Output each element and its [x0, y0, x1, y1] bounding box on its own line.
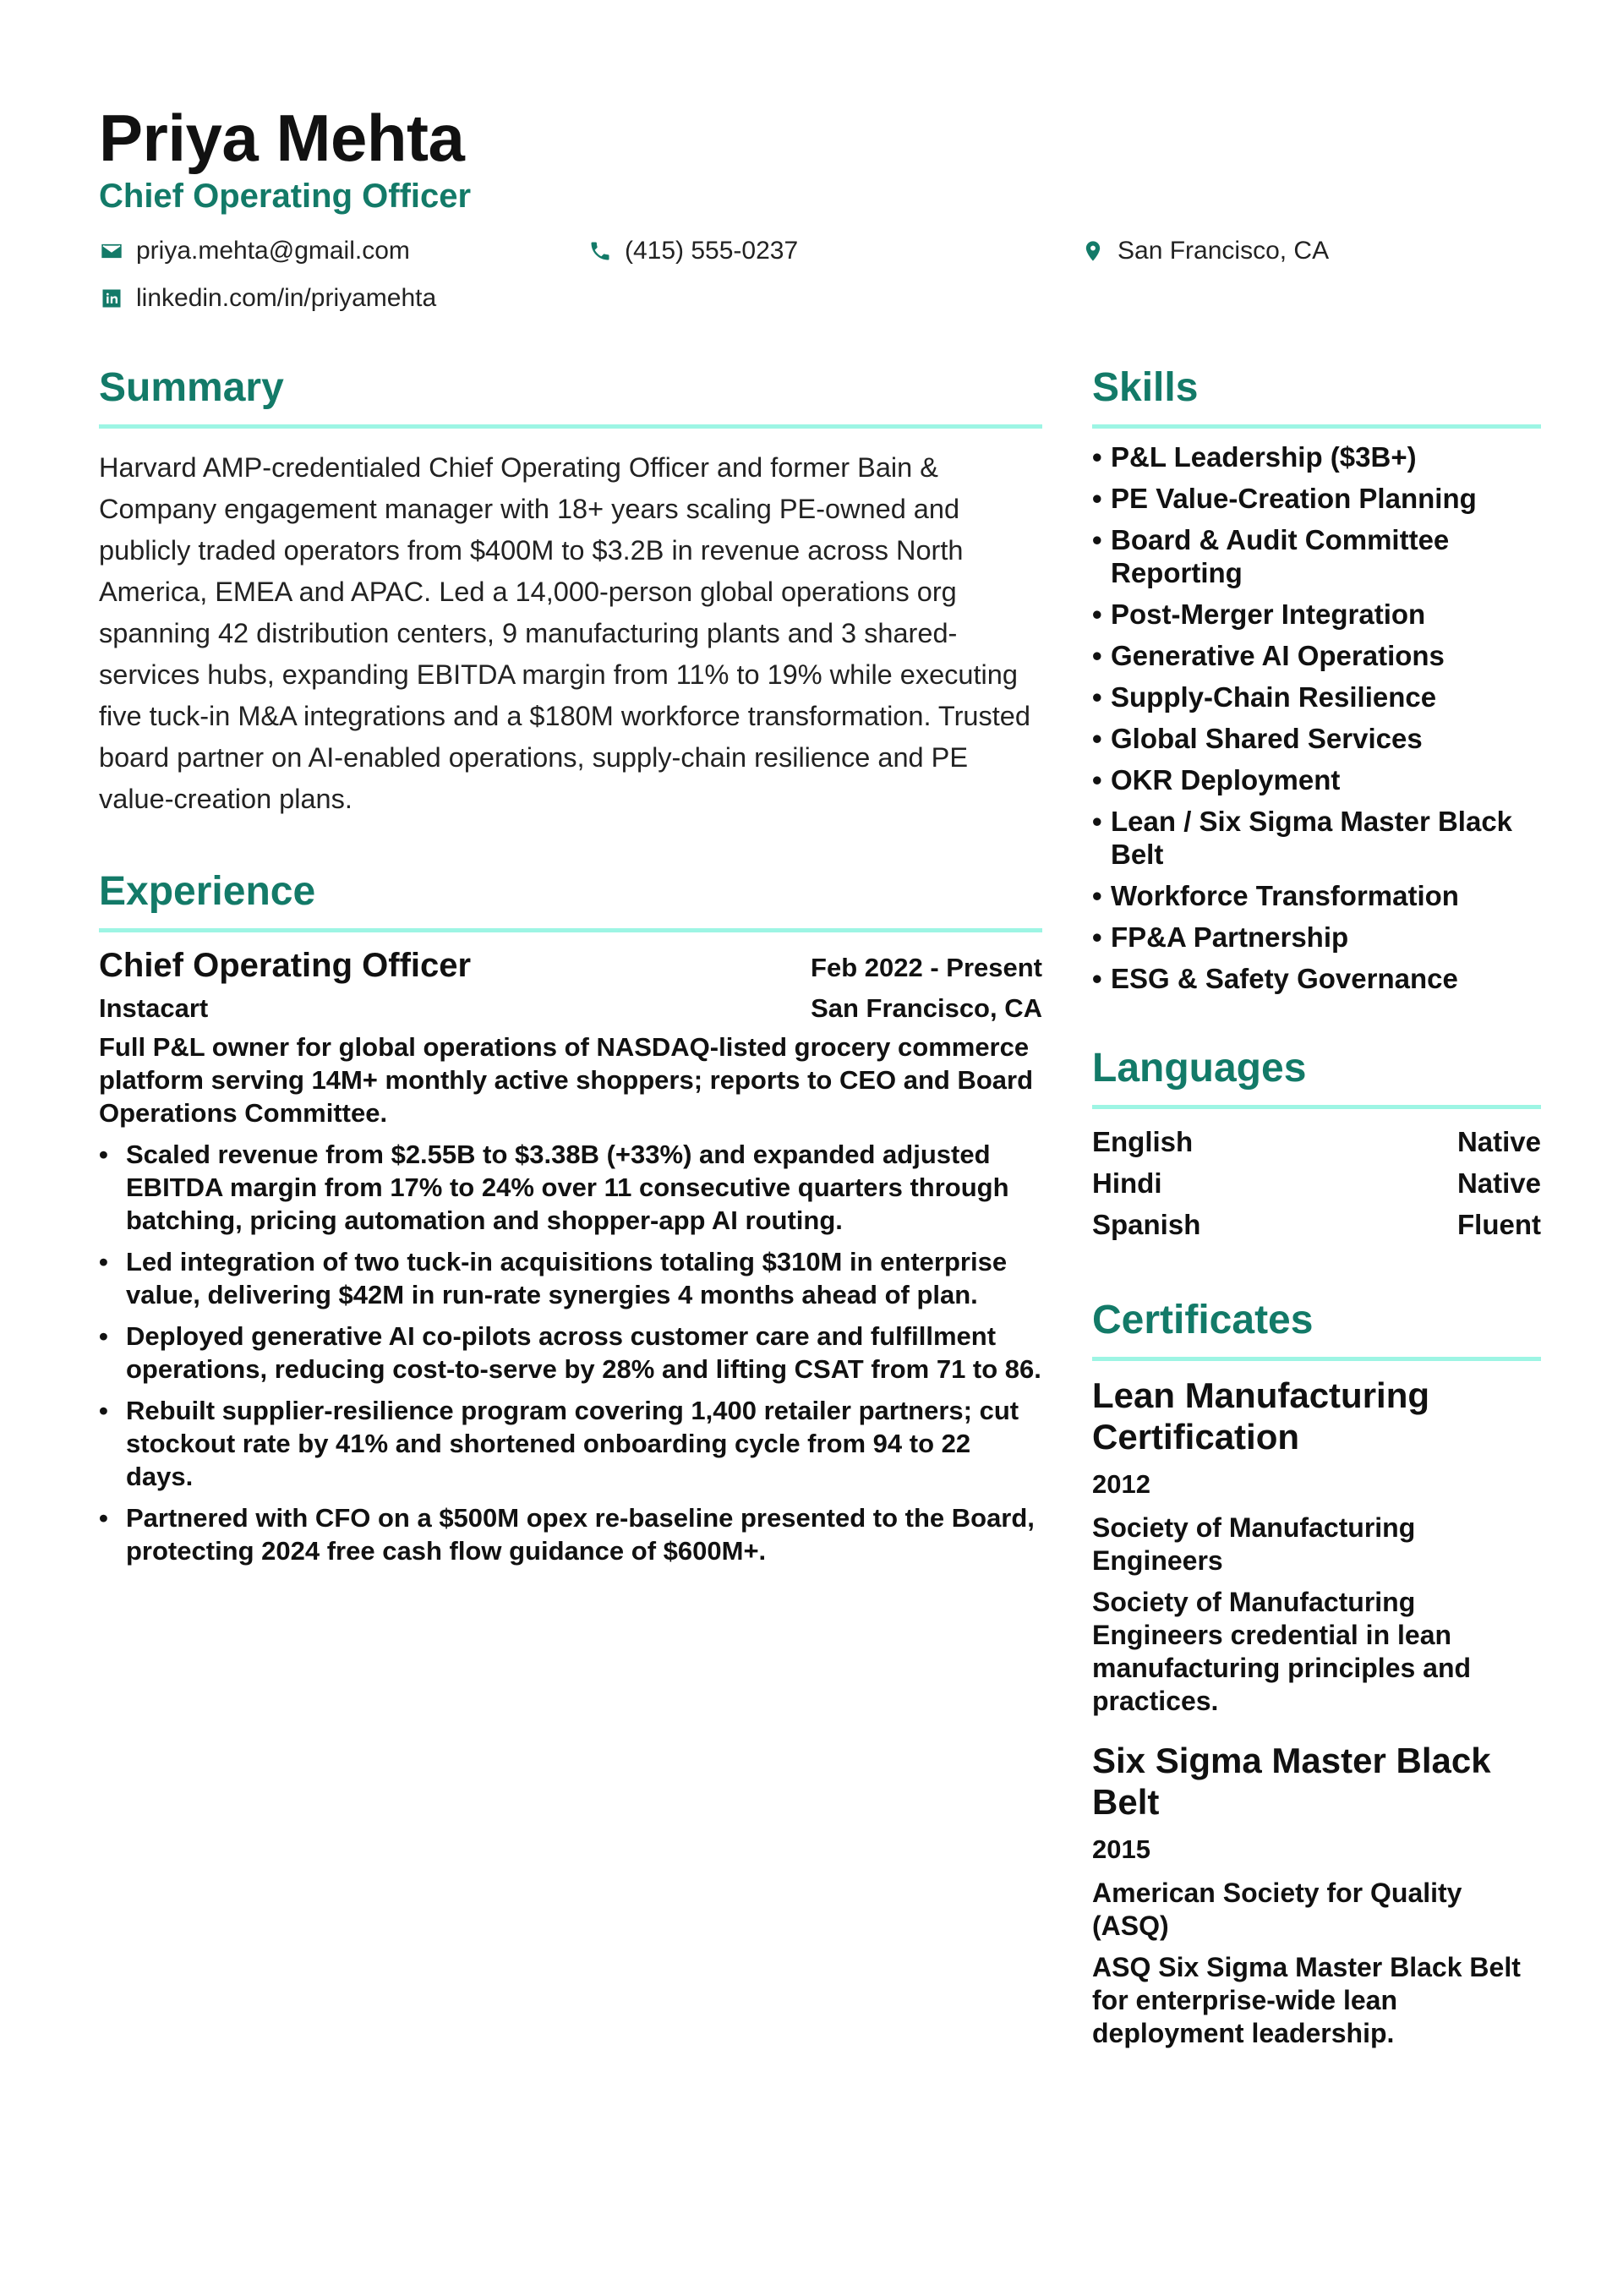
summary-heading: Summary — [99, 365, 284, 410]
list-item — [1092, 1204, 1541, 1245]
job-company: Instacart — [99, 993, 209, 1023]
list-item: • Generative AI Operations — [1092, 639, 1541, 672]
job-description: Full P&L owner for global operations of NASDAQ-listed grocery commerce platform serving 14M+ monthly active shoppers; reports to CEO and Board Operations Committee. — [99, 1032, 1034, 1128]
list-item: • Scaled revenue from $2.55B to $3.38B (+33%) and expanded adjusted EBITDA margin from 17% to 24% over 11 consecutive quarters through batching, pricing automation and shopper-app AI routing. — [99, 1138, 1042, 1237]
list-item: • Rebuilt supplier-resilience program covering 1,400 retailer partners; cut stockout rate by 41% and shortened onboarding cycle from 94 to 22 days. — [99, 1394, 1042, 1493]
language-name: Hindi — [1092, 1167, 1162, 1199]
list-item: • Board & Audit Committee Reporting — [1092, 523, 1541, 589]
map-pin-icon — [1080, 238, 1106, 264]
list-item: • Workforce Transformation — [1092, 879, 1541, 912]
certificate-description: Society of Manufacturing Engineers credential in lean manufacturing principles and practices. — [1092, 1587, 1472, 1716]
contact-linkedin[interactable] — [99, 282, 436, 315]
side-column — [1092, 364, 1541, 2050]
contact-phone[interactable] — [587, 234, 798, 268]
section-divider — [1092, 1357, 1541, 1361]
linkedin-text: linkedin.com/in/priyamehta — [136, 284, 437, 312]
language-name: English — [1092, 1126, 1194, 1157]
main-column — [99, 364, 1042, 1576]
certificate-description: ASQ Six Sigma Master Black Belt for enterprise-wide lean deployment leadership. — [1092, 1952, 1521, 2048]
list-item: • FP&A Partnership — [1092, 921, 1541, 954]
contact-location — [1080, 234, 1329, 268]
list-item — [1092, 1121, 1541, 1162]
list-item: • Global Shared Services — [1092, 722, 1541, 755]
certificate-org: Society of Manufacturing Engineers — [1092, 1512, 1416, 1576]
language-name: Spanish — [1092, 1209, 1201, 1240]
candidate-title: Chief Operating Officer — [99, 178, 472, 215]
resume-page — [99, 0, 1541, 2296]
language-level: Native — [1456, 1167, 1541, 1199]
phone-icon — [587, 238, 613, 264]
certificate-title: Lean Manufacturing Certification — [1092, 1375, 1430, 1457]
section-divider — [1092, 424, 1541, 429]
list-item: • Supply-Chain Resilience — [1092, 681, 1541, 713]
list-item: • Lean / Six Sigma Master Black Belt — [1092, 805, 1541, 871]
list-item: • Deployed generative AI co-pilots across customer care and fulfillment operations, reducing cost-to-serve by 28% and lifting CSAT from 71 to 86. — [99, 1320, 1042, 1386]
certificate-org: American Society for Quality (ASQ) — [1092, 1878, 1462, 1941]
list-item: • PE Value-Creation Planning — [1092, 482, 1541, 515]
skills-list — [1092, 440, 1541, 995]
skills-heading: Skills — [1092, 365, 1199, 410]
languages-list — [1092, 1121, 1541, 1245]
section-divider — [99, 928, 1042, 932]
certificate-year: 2012 — [1092, 1469, 1150, 1499]
section-divider — [99, 424, 1042, 429]
languages-heading: Languages — [1092, 1046, 1307, 1091]
job-entry — [99, 944, 1042, 1567]
job-location: San Francisco, CA — [811, 993, 1042, 1023]
list-item: • ESG & Safety Governance — [1092, 962, 1541, 995]
section-divider — [1092, 1105, 1541, 1109]
list-item: • P&L Leadership ($3B+) — [1092, 440, 1541, 473]
certificate-entry — [1092, 1375, 1541, 1718]
language-level: Native — [1456, 1126, 1541, 1157]
list-item — [1092, 1162, 1541, 1204]
location-text: San Francisco, CA — [1118, 237, 1330, 265]
email-text: priya.mehta@gmail.com — [136, 237, 410, 265]
certificate-title: Six Sigma Master Black Belt — [1092, 1741, 1491, 1822]
job-dates: Feb 2022 - Present — [811, 953, 1042, 982]
job-bullets — [99, 1138, 1042, 1567]
envelope-icon — [99, 238, 124, 264]
language-level: Fluent — [1457, 1209, 1541, 1240]
list-item: • Led integration of two tuck-in acquisitions totaling $310M in enterprise value, delivering $42M in run-rate synergies 4 months ahead of plan. — [99, 1245, 1042, 1311]
list-item: • Partnered with CFO on a $500M opex re-baseline presented to the Board, protecting 2024 free cash flow guidance of $600M+. — [99, 1501, 1042, 1567]
job-title: Chief Operating Officer — [99, 947, 472, 984]
certificate-entry — [1092, 1740, 1541, 2050]
contact-email[interactable] — [99, 234, 410, 268]
summary-text: Harvard AMP-credentialed Chief Operating Officer and former Bain & Company engagement manager with 18+ years scaling PE-owned and publicly traded operators from $400M to $3.2B in revenue across North America, EMEA and APAC. Led a 14,000-person global operations org spanning 42 distribution centers, 9 manufacturing plants and 3 shared-services hubs, expanding EBITDA margin from 11% to 19% while executing five tuck-in M&A integrations and a $180M workforce transformation. Trusted board partner on AI-enabled operations, supply-chain resilience and PE value-creation plans. — [99, 452, 1030, 814]
list-item: • OKR Deployment — [1092, 763, 1541, 796]
candidate-name: Priya Mehta — [99, 101, 465, 175]
phone-text: (415) 555-0237 — [625, 237, 799, 265]
experience-heading: Experience — [99, 869, 316, 914]
list-item: • Post-Merger Integration — [1092, 598, 1541, 631]
linkedin-icon — [99, 286, 124, 311]
certificate-year: 2015 — [1092, 1834, 1150, 1864]
certificates-heading: Certificates — [1092, 1298, 1314, 1342]
